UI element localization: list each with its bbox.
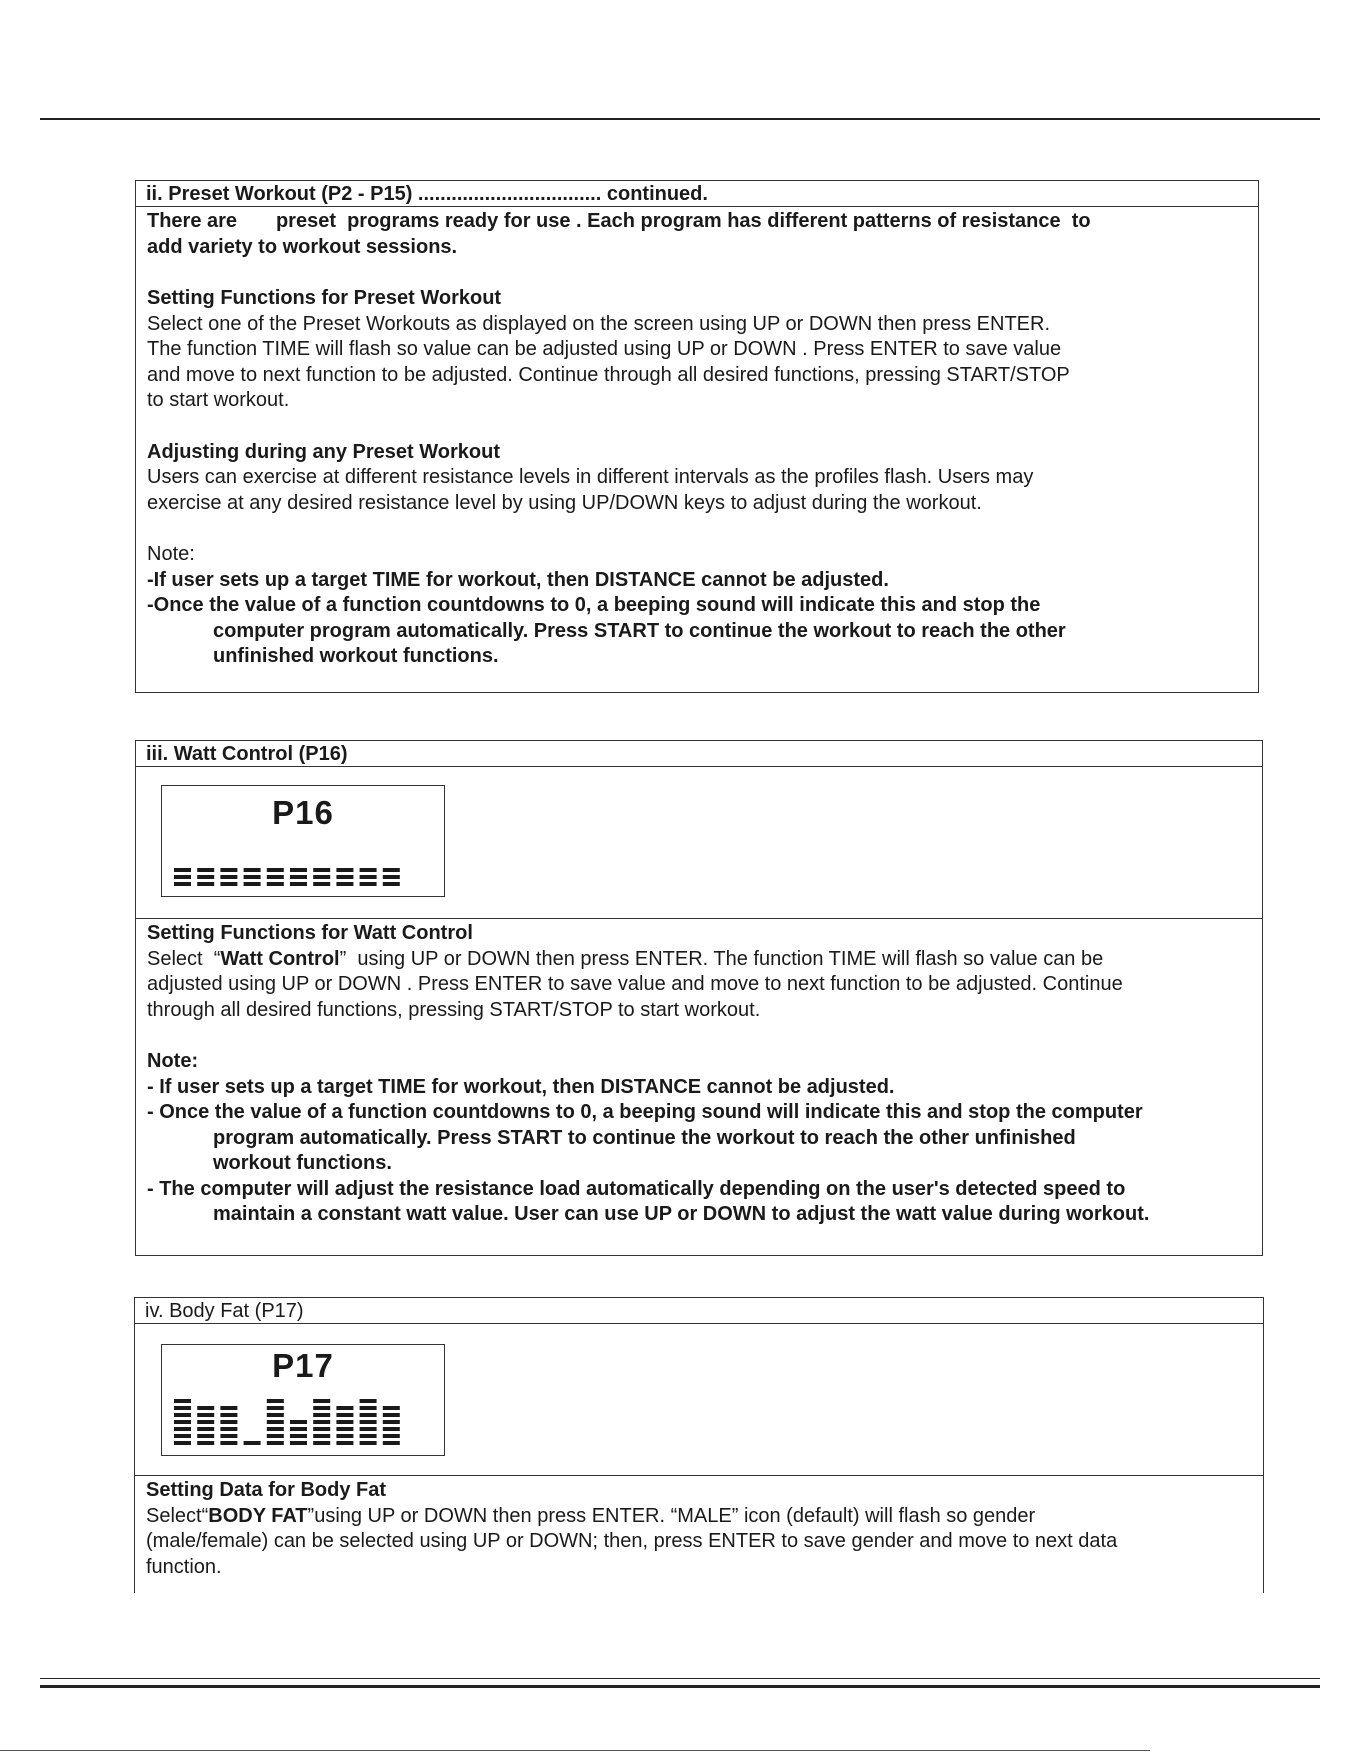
note-line: - If user sets up a target TIME for workout, then DISTANCE cannot be adjusted. xyxy=(147,1075,895,1098)
profile-segment xyxy=(174,1399,191,1403)
profile-column xyxy=(244,868,261,886)
profile-segment xyxy=(360,1441,377,1445)
profile-segment xyxy=(360,882,377,886)
watt-control-section xyxy=(135,740,1263,1256)
text-span: Select“ xyxy=(146,1504,209,1527)
subheading: Setting Functions for Preset Workout xyxy=(147,287,502,309)
profile-column xyxy=(360,868,377,886)
profile-column xyxy=(267,868,284,886)
profile-column xyxy=(336,1406,353,1445)
profile-column xyxy=(313,1399,330,1445)
profile-segment xyxy=(383,1427,400,1431)
bottom-rule xyxy=(40,1678,1320,1679)
program-label: P17 xyxy=(272,1347,334,1384)
profile-segment xyxy=(244,875,261,879)
section-body xyxy=(135,1476,1263,1580)
profile-column xyxy=(197,868,214,886)
profile-segment xyxy=(313,1434,330,1438)
profile-segment xyxy=(220,1434,237,1438)
preset-workout-section xyxy=(135,180,1259,693)
profile-column xyxy=(267,1399,284,1445)
profile-column xyxy=(383,1406,400,1445)
paragraph-line: Users can exercise at different resistance levels in different intervals as the profiles flash. Users may xyxy=(147,466,1034,488)
profile-segment xyxy=(197,1427,214,1431)
profile-segment xyxy=(360,1420,377,1424)
profile-segment xyxy=(290,875,307,879)
profile-segment xyxy=(267,1420,284,1424)
profile-column xyxy=(244,1441,261,1445)
paragraph-line: adjusted using UP or DOWN . Press ENTER to save value and move to next function to be adjusted. Continue xyxy=(147,973,1123,995)
profile-segment xyxy=(197,875,214,879)
paragraph-line: through all desired functions, pressing START/STOP to start workout. xyxy=(147,998,761,1021)
display-panel xyxy=(135,1324,1263,1476)
paragraph-line: to start workout. xyxy=(147,389,290,411)
profile-column xyxy=(290,868,307,886)
profile-segment xyxy=(290,1420,307,1424)
profile-segment xyxy=(313,1406,330,1410)
section-heading: ii. Preset Workout (P2 - P15) ................................. continued. xyxy=(136,181,1258,207)
profile-segment xyxy=(174,1441,191,1445)
profile-segment xyxy=(220,1427,237,1431)
intro-line: add variety to workout sessions. xyxy=(147,235,458,258)
paragraph-line xyxy=(146,1504,1253,1530)
profile-segment xyxy=(174,868,191,872)
program-name: Watt Control xyxy=(220,947,340,970)
profile-bars xyxy=(162,786,446,898)
profile-segment xyxy=(383,875,400,879)
note-line: -Once the value of a function countdowns to 0, a beeping sound will indicate this and stop the xyxy=(147,594,1041,616)
subheading: Adjusting during any Preset Workout xyxy=(147,440,500,463)
profile-segment xyxy=(360,875,377,879)
profile-segment xyxy=(197,1406,214,1410)
profile-segment xyxy=(383,882,400,886)
profile-segment xyxy=(220,1413,237,1417)
profile-segment xyxy=(197,1434,214,1438)
paragraph-line: exercise at any desired resistance level by using UP/DOWN keys to adjust during the workout. xyxy=(147,491,982,514)
profile-column xyxy=(220,1406,237,1445)
paragraph-line: Select one of the Preset Workouts as displayed on the screen using UP or DOWN then press ENTER. xyxy=(147,312,1051,335)
profile-segment xyxy=(220,875,237,879)
footer-rule xyxy=(0,1750,1150,1751)
profile-segment xyxy=(336,1406,353,1410)
text-span: Select “ xyxy=(147,947,221,970)
profile-segment xyxy=(197,1413,214,1417)
profile-segment xyxy=(267,875,284,879)
paragraph-line xyxy=(147,947,1252,973)
profile-segment xyxy=(360,1434,377,1438)
profile-segment xyxy=(267,1434,284,1438)
text-span: ” using UP or DOWN then press ENTER. The function TIME will flash so value can be xyxy=(339,947,1104,970)
note-line: program automatically. Press START to continue the workout to reach the other unfinished xyxy=(213,1126,1076,1149)
profile-segment xyxy=(383,1413,400,1417)
profile-segment xyxy=(336,1413,353,1417)
paragraph-line: The function TIME will flash so value can be adjusted using UP or DOWN . Press ENTER to save value xyxy=(147,338,1062,360)
profile-segment xyxy=(290,1427,307,1431)
note-line: maintain a constant watt value. User can use UP or DOWN to adjust the watt value during workout. xyxy=(213,1203,1150,1225)
profile-segment xyxy=(267,1441,284,1445)
profile-segment xyxy=(360,1427,377,1431)
profile-segment xyxy=(383,868,400,872)
profile-segment xyxy=(220,882,237,886)
subheading: Setting Functions for Watt Control xyxy=(147,922,473,944)
profile-segment xyxy=(313,1427,330,1431)
note-line: unfinished workout functions. xyxy=(213,645,499,667)
profile-segment xyxy=(267,868,284,872)
intro-line: There are preset programs ready for use . Each program has different patterns of resistance to xyxy=(147,210,1091,232)
profile-segment xyxy=(220,1406,237,1410)
profile-segment xyxy=(267,1406,284,1410)
profile-segment xyxy=(267,882,284,886)
profile-segment xyxy=(244,882,261,886)
profile-segment xyxy=(336,875,353,879)
profile-segment xyxy=(290,1434,307,1438)
profile-segment xyxy=(313,1413,330,1417)
profile-segment xyxy=(313,1420,330,1424)
profile-segment xyxy=(290,882,307,886)
profile-segment xyxy=(220,868,237,872)
section-body xyxy=(136,207,1258,670)
profile-segment xyxy=(174,882,191,886)
profile-segment xyxy=(336,1420,353,1424)
profile-segment xyxy=(220,1441,237,1445)
profile-segment xyxy=(336,868,353,872)
lcd-display xyxy=(161,1344,445,1456)
profile-segment xyxy=(313,882,330,886)
profile-segment xyxy=(174,875,191,879)
profile-segment xyxy=(383,1434,400,1438)
subheading: Setting Data for Body Fat xyxy=(146,1479,387,1501)
note-title: Note: xyxy=(147,1050,199,1072)
profile-segment xyxy=(290,868,307,872)
body-fat-section xyxy=(134,1297,1264,1593)
profile-segment xyxy=(174,1420,191,1424)
profile-segment xyxy=(360,1406,377,1410)
top-rule xyxy=(40,118,1320,120)
note-line: - Once the value of a function countdowns to 0, a beeping sound will indicate this and stop the computer xyxy=(147,1101,1143,1123)
profile-segment xyxy=(174,1427,191,1431)
program-label: P16 xyxy=(272,794,334,831)
profile-column xyxy=(174,868,191,886)
profile-column xyxy=(383,868,400,886)
display-panel xyxy=(136,767,1262,919)
profile-column xyxy=(290,1420,307,1445)
profile-column xyxy=(174,1399,191,1445)
profile-segment xyxy=(244,868,261,872)
profile-segment xyxy=(220,1420,237,1424)
profile-segment xyxy=(313,1399,330,1403)
profile-segment xyxy=(174,1406,191,1410)
note-line: -If user sets up a target TIME for workout, then DISTANCE cannot be adjusted. xyxy=(147,568,889,591)
profile-bars xyxy=(162,1345,446,1457)
profile-segment xyxy=(336,1441,353,1445)
profile-segment xyxy=(383,1406,400,1410)
bottom-rule xyxy=(40,1685,1320,1688)
section-heading: iv. Body Fat (P17) xyxy=(135,1298,1263,1324)
profile-column xyxy=(336,868,353,886)
profile-column xyxy=(197,1406,214,1445)
profile-segment xyxy=(197,868,214,872)
profile-segment xyxy=(267,1399,284,1403)
section-body xyxy=(136,919,1262,1228)
note-line: computer program automatically. Press START to continue the workout to reach the other xyxy=(213,619,1066,642)
profile-segment xyxy=(336,882,353,886)
text-span: ”using UP or DOWN then press ENTER. “MALE” icon (default) will flash so gender xyxy=(307,1504,1036,1527)
profile-segment xyxy=(197,1441,214,1445)
profile-segment xyxy=(383,1441,400,1445)
profile-column xyxy=(313,868,330,886)
profile-segment xyxy=(336,1434,353,1438)
profile-segment xyxy=(313,1441,330,1445)
profile-segment xyxy=(197,1420,214,1424)
profile-segment xyxy=(197,882,214,886)
profile-segment xyxy=(244,1441,261,1445)
profile-segment xyxy=(290,1441,307,1445)
profile-segment xyxy=(360,1399,377,1403)
profile-segment xyxy=(313,868,330,872)
lcd-display xyxy=(161,785,445,897)
paragraph-line: function. xyxy=(146,1555,222,1578)
profile-segment xyxy=(313,875,330,879)
profile-segment xyxy=(267,1427,284,1431)
profile-segment xyxy=(360,868,377,872)
note-line: - The computer will adjust the resistance load automatically depending on the user's detected speed to xyxy=(147,1177,1126,1200)
profile-segment xyxy=(336,1427,353,1431)
section-heading: iii. Watt Control (P16) xyxy=(136,741,1262,767)
paragraph-line: and move to next function to be adjusted. Continue through all desired functions, pressing START/STOP xyxy=(147,363,1070,386)
profile-segment xyxy=(360,1413,377,1417)
note-line: workout functions. xyxy=(213,1152,392,1174)
note-title: Note: xyxy=(147,543,195,565)
profile-column xyxy=(220,868,237,886)
program-name: BODY FAT xyxy=(208,1504,308,1527)
profile-segment xyxy=(383,1420,400,1424)
paragraph-line: (male/female) can be selected using UP or DOWN; then, press ENTER to save gender and move to next data xyxy=(146,1530,1118,1552)
profile-column xyxy=(360,1399,377,1445)
profile-segment xyxy=(174,1413,191,1417)
profile-segment xyxy=(267,1413,284,1417)
profile-segment xyxy=(174,1434,191,1438)
